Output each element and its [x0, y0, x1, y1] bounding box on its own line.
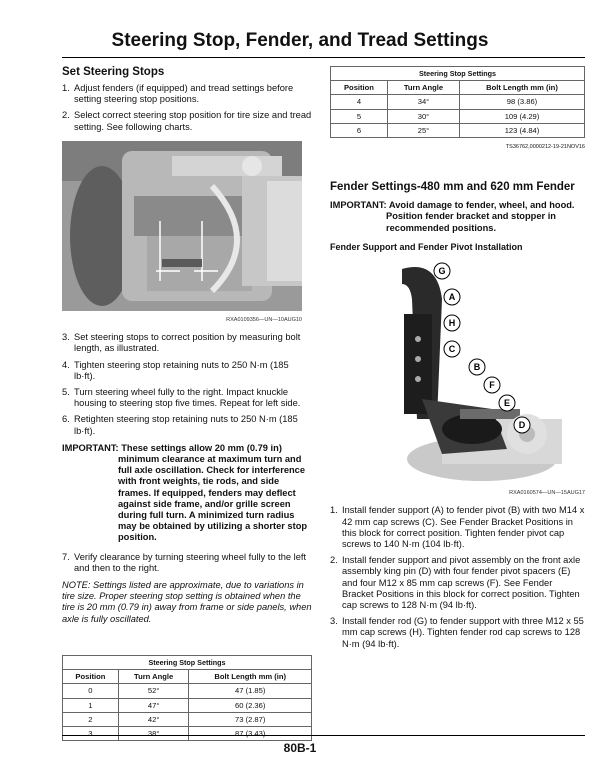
table-cell: 42°: [118, 712, 189, 726]
table-cell: 47°: [118, 698, 189, 712]
table-cell: 98 (3.86): [460, 95, 585, 109]
important-notice: [330, 200, 585, 234]
important-label: IMPORTANT:: [62, 442, 119, 453]
step-number: 4.: [62, 359, 70, 370]
step-number: 3.: [62, 332, 70, 343]
table-cell: 123 (4.84): [460, 123, 585, 137]
step-item: [62, 414, 312, 436]
table-row: [63, 712, 312, 726]
callout-h: H: [448, 318, 456, 329]
step-text: Verify clearance by turning steering wheel fully to the left and then to the right.: [74, 551, 307, 573]
table-cell: 109 (4.29): [460, 109, 585, 123]
table-header: Turn Angle: [387, 81, 459, 95]
step-number: 2.: [62, 110, 70, 121]
table-cell: 25°: [387, 123, 459, 137]
step-text: Adjust fenders (if equipped) and tread settings before setting steering stop positions.: [74, 83, 294, 105]
table-header: Bolt Length mm (in): [189, 670, 312, 684]
step-number: 3.: [330, 616, 338, 627]
step-item: [62, 332, 312, 354]
table-cell: 34°: [387, 95, 459, 109]
fender-step-list: [330, 505, 585, 649]
important-text: These settings allow 20 mm (0.79 in) minimum clearance at maximum turn and full axle oscillation. Check for interference with front weights, tie rods, and side frames. If equipped, fenders may deflect against side frame, and/or grille screen during full turn. A minimized turn radius may be obtained by utilizing a shorter stop position.: [118, 442, 308, 543]
steering-stop-illustration: [62, 141, 302, 311]
table-header: Turn Angle: [118, 670, 189, 684]
important-notice: [62, 443, 312, 544]
table-row: [63, 684, 312, 698]
steering-stop-photo: [62, 141, 312, 314]
table-header: Bolt Length mm (in): [460, 81, 585, 95]
fender-support-illustration: [342, 259, 562, 484]
title-rule: [62, 57, 585, 58]
table-cell: 87 (3.43): [189, 726, 312, 740]
important-label: IMPORTANT:: [330, 200, 387, 211]
table-header: Position: [63, 670, 119, 684]
table-row: [63, 698, 312, 712]
callout-e: E: [503, 398, 511, 409]
image-caption: RXA0109356—UN—10AUG10: [226, 317, 302, 324]
steering-stop-table-continued: [330, 66, 585, 138]
step-item: [330, 555, 585, 611]
callout-c: C: [448, 344, 456, 355]
table-cell: 6: [331, 123, 388, 137]
step-list-a: [62, 83, 312, 133]
step-item: [62, 110, 312, 132]
callout-b: B: [473, 362, 481, 373]
step-item: [62, 360, 312, 382]
table-header: Position: [331, 81, 388, 95]
table-cell: 52°: [118, 684, 189, 698]
step-text: Install fender support (A) to fender pivot (B) with two M14 x 42 mm cap screws (C). See Fender Bracket Positions in this block for correct position. Tighten fender pivot cap screws to 140 N·m (104 lb·ft).: [342, 505, 585, 550]
section-heading: Set Steering Stops: [62, 66, 165, 78]
step-text: Turn steering wheel fully to the right. Impact knuckle housing to steering stop five times. Repeat for left side.: [74, 387, 301, 409]
important-text: Avoid damage to fender, wheel, and hood. Position fender bracket and stopper in recommended positions.: [386, 200, 575, 233]
table-cell: 38°: [118, 726, 189, 740]
step-item: [62, 83, 312, 105]
step-number: 6.: [62, 414, 70, 425]
step-text: Install fender rod (G) to fender support with three M12 x 55 mm cap screws (H). Tighten fender rod cap screws to 128 N·m (94 lb·ft).: [342, 616, 584, 649]
step-number: 5.: [62, 387, 70, 398]
table-cell: 47 (1.85): [189, 684, 312, 698]
table-cell: 73 (2.87): [189, 712, 312, 726]
step-item: [330, 505, 585, 550]
step-item: [330, 616, 585, 650]
table-caption: Steering Stop Settings: [63, 655, 312, 669]
table-cell: 5: [331, 109, 388, 123]
note: NOTE: Settings listed are approximate, due to variations in tire size. Proper steering stop setting is obtained when the tire is 20 mm (0.79 in) away from frame or side panels, when axle is fully oscillated.: [62, 580, 312, 624]
section-heading: Fender Settings-480 mm and 620 mm Fender: [330, 181, 575, 194]
step-list-b: [62, 332, 312, 437]
table-row: [331, 123, 585, 137]
fender-section: [330, 181, 585, 650]
footer-rule: [62, 735, 585, 736]
left-column: [62, 66, 312, 741]
document-reference: TS36762,000021​2-19-21NOV16: [505, 144, 585, 151]
page-number: 80B-1: [283, 741, 317, 755]
image-caption: RXA0160574—UN—15AUG17: [509, 490, 585, 497]
fender-support-photo: [342, 259, 585, 487]
steering-stop-table-wrap: [62, 655, 312, 741]
page-title: Steering Stop, Fender, and Tread Settings: [111, 30, 489, 51]
step-text: Select correct steering stop position for tire size and tread setting. See following charts.: [74, 110, 312, 132]
table-caption: Steering Stop Settings: [331, 67, 585, 81]
table-cell: 2: [63, 712, 119, 726]
table-cell: 30°: [387, 109, 459, 123]
callout-g: G: [438, 266, 446, 277]
step-text: Retighten steering stop retaining nuts to 250 N·m (185 lb·ft).: [74, 414, 298, 436]
step-text: Set steering stops to correct position by measuring bolt length, as illustrated.: [74, 332, 301, 354]
callout-a: A: [448, 292, 456, 303]
table-cell: 0: [63, 684, 119, 698]
table-cell: 1: [63, 698, 119, 712]
step-number: 2.: [330, 555, 338, 566]
step-item: [62, 387, 312, 409]
table-cell: 60 (2.36): [189, 698, 312, 712]
table-row: [331, 109, 585, 123]
callout-f: F: [489, 380, 495, 391]
subheading: Fender Support and Fender Pivot Installation: [330, 241, 523, 252]
step-number: 1.: [62, 83, 70, 93]
table-cell: 3: [63, 726, 119, 740]
callout-d: D: [518, 420, 526, 431]
right-column: [330, 66, 585, 655]
steering-stop-table: [62, 655, 312, 741]
table-row: [63, 726, 312, 740]
table-cell: 4: [331, 95, 388, 109]
step-item: [62, 552, 312, 574]
step-text: Tighten steering stop retaining nuts to 250 N·m (185 lb·ft).: [74, 359, 289, 381]
step-number: 1.: [330, 505, 338, 516]
step-text: Install fender support and pivot assembly on the front axle assembly king pin (D) with four fender pivot spacers (E) and four M12 x 85 mm cap screws (F). See Fender Bracket Positions in this block for correct position. Tighten cap screws to 128 N·m (94 lb·ft).: [342, 555, 581, 611]
step-number: 7.: [62, 551, 70, 562]
table-row: [331, 95, 585, 109]
